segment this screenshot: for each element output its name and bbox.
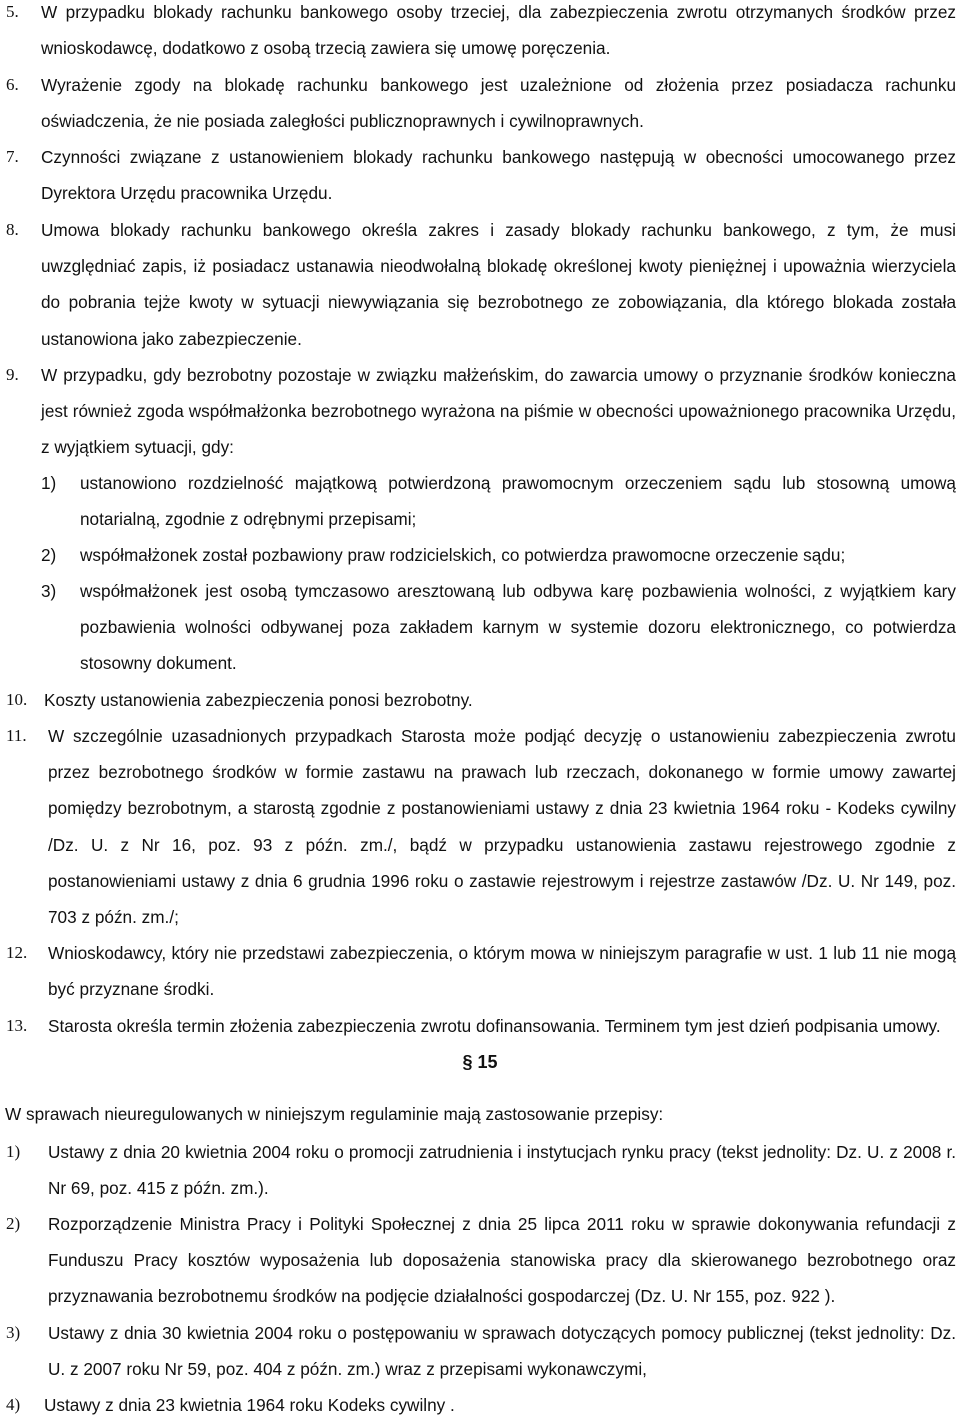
item-number: 8.	[6, 220, 19, 239]
list-item: Czynności związane z ustanowieniem blokady rachunku bankowego następują w obecności umocowanego przez Dyrektora Urzędu pracownika Urzędu.	[41, 147, 956, 204]
item-number: 1)	[6, 1142, 21, 1161]
list-item: Ustawy z dnia 30 kwietnia 2004 roku o postępowaniu w sprawach dotyczących pomocy publicznej (tekst jednolity: Dz. U. z 2007 roku Nr 59, poz. 404 z późn. zm.) wraz z przepisami wykonawczymi,	[48, 1323, 956, 1380]
list-item: W przypadku, gdy bezrobotny pozostaje w związku małżeńskim, do zawarcia umowy o przyznanie środków konieczna jest również zgoda współmałżonka bezrobotnego wyrażona na piśmie w obecności upoważnionego pracownika Urzędu, z wyjątkiem sytuacji, gdy:	[41, 365, 956, 458]
list-item: Wnioskodawcy, który nie przedstawi zabezpieczenia, o którym mowa w niniejszym paragrafie w ust. 1 lub 11 nie mogą być przyznane środki.	[48, 943, 956, 1000]
list-item: Umowa blokady rachunku bankowego określa zakres i zasady blokady rachunku bankowego, z tym, że musi uwzględniać zapis, iż posiadacz ustanawia nieodwołalną blokadę określonej kwoty pieniężnej i upoważnia wierzyciela do pobrania tejże kwoty w sytuacji niewywiązania się bezrobotnego ze zobowiązania, dla którego blokada została ustanowiona jako zabezpieczenie.	[41, 220, 956, 349]
sub-list-item: współmałżonek został pozbawiony praw rodzicielskich, co potwierdza prawomocne orzeczenie sądu;	[80, 545, 846, 565]
item-number: 2)	[6, 1214, 21, 1233]
list-item: Koszty ustanowienia zabezpieczenia ponosi bezrobotny.	[44, 690, 473, 710]
item-number: 6.	[6, 75, 19, 94]
item-number: 11.	[6, 726, 27, 745]
item-number: 10.	[6, 690, 28, 709]
item-number: 3)	[6, 1323, 21, 1342]
sub-list-item: ustanowiono rozdzielność majątkową potwierdzoną prawomocnym orzeczeniem sądu lub stosowną umową notarialną, zgodnie z odrębnymi przepisami;	[80, 473, 956, 530]
item-number: 4)	[6, 1395, 21, 1414]
list-item: W szczególnie uzasadnionych przypadkach Starosta może podjąć decyzję o ustanowieniu zabezpieczenia zwrotu przez bezrobotnego środków w formie zastawu na prawach lub rzeczach, dokonanego w formie umowy zawartej pomiędzy bezrobotnym, a starostą zgodnie z postanowieniami ustawy z dnia 23 kwietnia 1964 roku - Kodeks cywilny /Dz. U. z Nr 16, poz. 93 z późn. zm./, bądź w przypadku ustanowienia zastawu rejestrowego zgodnie z postanowieniami ustawy z dnia 6 grudnia 1996 roku o zastawie rejestrowym i rejestrze zastawów /Dz. U. Nr 149, poz. 703 z późn. zm./;	[48, 726, 956, 928]
item-number: 5.	[6, 2, 19, 21]
list-item: Wyrażenie zgody na blokadę rachunku bankowego jest uzależnione od złożenia przez posiadacza rachunku oświadczenia, że nie posiada zaległości publicznoprawnych i cywilnoprawnych.	[41, 75, 956, 132]
list-item: Starosta określa termin złożenia zabezpieczenia zwrotu dofinansowania. Terminem tym jest dzień podpisania umowy.	[48, 1016, 941, 1036]
list-item: Ustawy z dnia 23 kwietnia 1964 roku Kodeks cywilny .	[44, 1395, 455, 1415]
item-number: 12.	[6, 943, 28, 962]
subitem-number: 2)	[41, 545, 57, 565]
list-item: W przypadku blokady rachunku bankowego osoby trzeciej, dla zabezpieczenia zwrotu otrzymanych środków przez wnioskodawcę, dodatkowo z osobą trzecią zawiera się umowę poręczenia.	[41, 2, 956, 59]
item-number: 13.	[6, 1016, 28, 1035]
section-intro: W sprawach nieuregulowanych w niniejszym regulaminie mają zastosowanie przepisy:	[5, 1104, 664, 1124]
sub-list-item: współmałżonek jest osobą tymczasowo aresztowaną lub odbywa karę pozbawienia wolności, z wyjątkiem kary pozbawienia wolności odbywanej poza zakładem karnym w systemie dozoru elektronicznego, co potwierdza stosowny dokument.	[80, 581, 956, 674]
subitem-number: 1)	[41, 473, 57, 493]
list-item: Rozporządzenie Ministra Pracy i Polityki Społecznej z dnia 25 lipca 2011 roku w sprawie dokonywania refundacji z Funduszu Pracy kosztów wyposażenia lub doposażenia stanowiska pracy dla skierowanego bezrobotnego oraz przyznawania bezrobotnemu środków na podjęcie działalności gospodarczej (Dz. U. Nr 155, poz. 922 ).	[48, 1214, 956, 1307]
list-item: Ustawy z dnia 20 kwietnia 2004 roku o promocji zatrudnienia i instytucjach rynku pracy (tekst jednolity: Dz. U. z 2008 r. Nr 69, poz. 415 z późn. zm.).	[48, 1142, 956, 1199]
item-number: 7.	[6, 147, 19, 166]
subitem-number: 3)	[41, 581, 57, 601]
section-heading: § 15	[462, 1052, 498, 1072]
item-number: 9.	[6, 365, 19, 384]
